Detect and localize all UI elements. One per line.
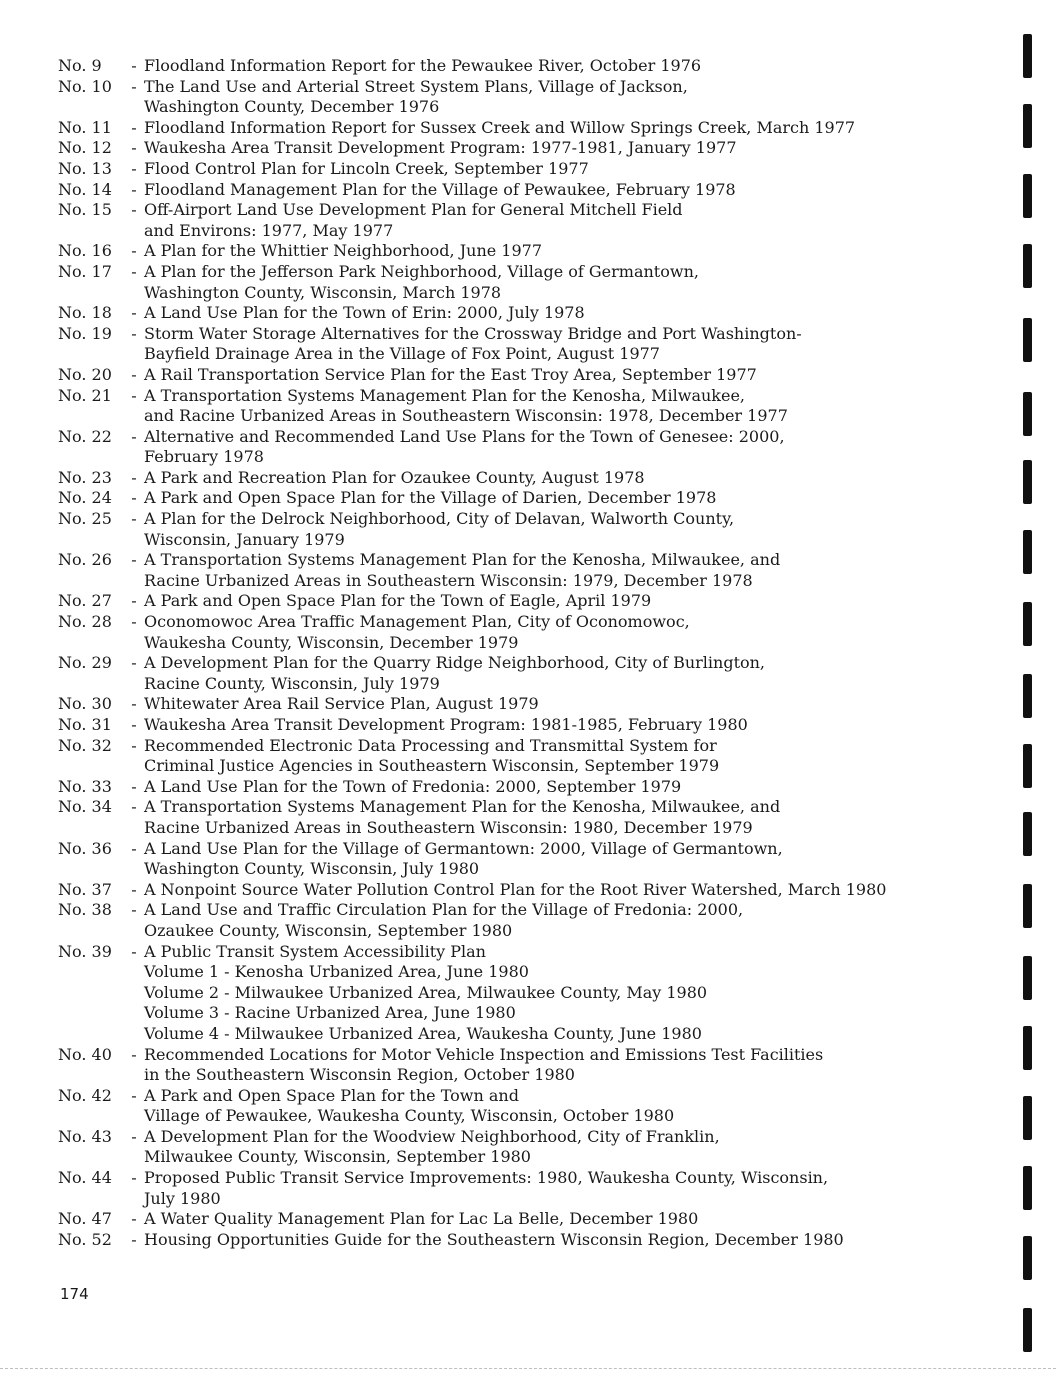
report-title <box>144 1045 918 1086</box>
separator-dash: - <box>131 797 137 817</box>
report-title-line: Waukesha County, Wisconsin, December 1979 <box>144 632 519 652</box>
report-title-line: Bayfield Drainage Area in the Village of Fox Point, August 1977 <box>144 344 660 364</box>
report-title <box>144 715 918 736</box>
separator-dash: - <box>131 200 137 220</box>
binding-mark <box>1023 1166 1032 1210</box>
list-item <box>58 488 918 509</box>
report-title-line: Ozaukee County, Wisconsin, September 1980 <box>144 920 513 940</box>
report-title-line: Waukesha Area Transit Development Program: 1977-1981, January 1977 <box>144 138 737 158</box>
list-item <box>58 880 918 901</box>
report-title-line: Whitewater Area Rail Service Plan, August 1979 <box>144 694 539 714</box>
report-title-line: A Plan for the Whittier Neighborhood, June 1977 <box>144 241 543 261</box>
separator-dash: - <box>131 261 137 281</box>
list-item <box>58 509 918 550</box>
separator-dash: - <box>131 612 137 632</box>
list-item <box>58 77 918 118</box>
list-item <box>58 427 918 468</box>
binding-mark <box>1023 174 1032 218</box>
report-title-line: Floodland Information Report for Sussex Creek and Willow Springs Creek, March 1977 <box>144 117 856 137</box>
report-title <box>144 118 918 139</box>
binding-mark <box>1023 34 1032 78</box>
list-item <box>58 262 918 303</box>
scan-edge-rule <box>0 1368 1056 1369</box>
report-title-line: Recommended Locations for Motor Vehicle Inspection and Emissions Test Facilities <box>144 1044 824 1064</box>
list-item <box>58 1086 918 1127</box>
list-item <box>58 736 918 777</box>
list-item <box>58 900 918 941</box>
report-number: No. 29 <box>58 653 112 673</box>
report-number: No. 32 <box>58 735 112 755</box>
report-title-line: Wisconsin, January 1979 <box>144 529 345 549</box>
report-number: No. 25 <box>58 509 112 529</box>
list-item <box>58 550 918 591</box>
separator-dash: - <box>131 488 137 508</box>
list-item <box>58 777 918 798</box>
report-title <box>144 303 918 324</box>
separator-dash: - <box>131 364 137 384</box>
list-item <box>58 241 918 262</box>
report-number: No. 47 <box>58 1209 112 1229</box>
list-item <box>58 839 918 880</box>
report-number: No. 27 <box>58 591 112 611</box>
report-title-line: A Park and Recreation Plan for Ozaukee County, August 1978 <box>144 467 645 487</box>
report-title-line: Volume 1 - Kenosha Urbanized Area, June 1980 <box>144 962 529 982</box>
report-title-line: Flood Control Plan for Lincoln Creek, September 1977 <box>144 158 589 178</box>
list-item <box>58 1209 918 1230</box>
separator-dash: - <box>131 303 137 323</box>
list-item <box>58 1045 918 1086</box>
report-title <box>144 653 918 694</box>
report-number: No. 22 <box>58 426 112 446</box>
separator-dash: - <box>131 1044 137 1064</box>
report-title-line: and Racine Urbanized Areas in Southeastern Wisconsin: 1978, December 1977 <box>144 406 788 426</box>
report-title <box>144 612 918 653</box>
separator-dash: - <box>131 241 137 261</box>
binding-mark <box>1023 1236 1032 1280</box>
report-title <box>144 797 918 838</box>
list-item <box>58 1127 918 1168</box>
report-title <box>144 386 918 427</box>
page-number: 174 <box>60 1285 89 1303</box>
separator-dash: - <box>131 591 137 611</box>
separator-dash: - <box>131 776 137 796</box>
separator-dash: - <box>131 426 137 446</box>
binding-mark <box>1023 530 1032 574</box>
report-number: No. 17 <box>58 261 112 281</box>
report-title-line: Alternative and Recommended Land Use Plans for the Town of Genesee: 2000, <box>144 426 785 446</box>
report-number: No. 36 <box>58 838 112 858</box>
binding-mark <box>1023 392 1032 436</box>
report-title <box>144 262 918 303</box>
separator-dash: - <box>131 1168 137 1188</box>
report-number: No. 39 <box>58 941 112 961</box>
report-title <box>144 159 918 180</box>
list-item <box>58 591 918 612</box>
report-title-line: Volume 3 - Racine Urbanized Area, June 1980 <box>144 1003 516 1023</box>
separator-dash: - <box>131 879 137 899</box>
report-title <box>144 1127 918 1168</box>
report-title-line: Racine Urbanized Areas in Southeastern Wisconsin: 1979, December 1978 <box>144 570 753 590</box>
report-title-line: Storm Water Storage Alternatives for the Crossway Bridge and Port Washington- <box>144 323 802 343</box>
report-title <box>144 468 918 489</box>
binding-mark <box>1023 1308 1032 1352</box>
separator-dash: - <box>131 467 137 487</box>
list-item <box>58 138 918 159</box>
list-item <box>58 694 918 715</box>
report-title <box>144 241 918 262</box>
report-title-line: A Rail Transportation Service Plan for the East Troy Area, September 1977 <box>144 364 757 384</box>
separator-dash: - <box>131 76 137 96</box>
report-number: No. 14 <box>58 179 112 199</box>
list-item <box>58 612 918 653</box>
report-title-line: Washington County, December 1976 <box>144 97 440 117</box>
report-title-line: Volume 2 - Milwaukee Urbanized Area, Milwaukee County, May 1980 <box>144 982 708 1002</box>
report-title-line: Off-Airport Land Use Development Plan for General Mitchell Field <box>144 200 683 220</box>
report-number: No. 19 <box>58 323 112 343</box>
binding-mark <box>1023 884 1032 928</box>
report-title-line: A Park and Open Space Plan for the Village of Darien, December 1978 <box>144 488 717 508</box>
report-title <box>144 900 918 941</box>
report-number: No. 44 <box>58 1168 112 1188</box>
binding-mark <box>1023 1096 1032 1140</box>
report-number: No. 21 <box>58 385 112 405</box>
list-item <box>58 303 918 324</box>
report-title <box>144 324 918 365</box>
binding-mark <box>1023 602 1032 646</box>
report-title-line: Racine Urbanized Areas in Southeastern Wisconsin: 1980, December 1979 <box>144 817 753 837</box>
binding-mark <box>1023 318 1032 362</box>
report-title-line: A Park and Open Space Plan for the Town and <box>144 1085 519 1105</box>
report-title-line: Proposed Public Transit Service Improvements: 1980, Waukesha County, Wisconsin, <box>144 1168 829 1188</box>
binding-mark <box>1023 244 1032 288</box>
report-number: No. 42 <box>58 1085 112 1105</box>
list-item <box>58 468 918 489</box>
list-item <box>58 180 918 201</box>
report-number: No. 38 <box>58 900 112 920</box>
report-title-line: A Plan for the Jefferson Park Neighborhood, Village of Germantown, <box>144 261 699 281</box>
report-number: No. 24 <box>58 488 112 508</box>
list-item <box>58 324 918 365</box>
report-title-line: Criminal Justice Agencies in Southeastern Wisconsin, September 1979 <box>144 756 720 776</box>
report-number: No. 52 <box>58 1229 112 1249</box>
list-item <box>58 386 918 427</box>
report-number: No. 18 <box>58 303 112 323</box>
separator-dash: - <box>131 323 137 343</box>
binding-mark <box>1023 460 1032 504</box>
report-title-line: Waukesha Area Transit Development Program: 1981-1985, February 1980 <box>144 715 748 734</box>
separator-dash: - <box>131 117 137 137</box>
list-item <box>58 797 918 838</box>
separator-dash: - <box>131 509 137 529</box>
report-title-line: in the Southeastern Wisconsin Region, October 1980 <box>144 1065 575 1085</box>
report-title <box>144 180 918 201</box>
report-title-line: Oconomowoc Area Traffic Management Plan, City of Oconomowoc, <box>144 612 690 632</box>
report-title-line: Milwaukee County, Wisconsin, September 1980 <box>144 1147 531 1167</box>
separator-dash: - <box>131 550 137 570</box>
report-title <box>144 694 918 715</box>
report-title-line: A Land Use Plan for the Town of Fredonia: 2000, September 1979 <box>144 776 682 796</box>
report-number: No. 16 <box>58 241 112 261</box>
report-title <box>144 1209 918 1230</box>
report-title <box>144 736 918 777</box>
report-number: No. 23 <box>58 467 112 487</box>
separator-dash: - <box>131 1126 137 1146</box>
report-title-line: A Transportation Systems Management Plan for the Kenosha, Milwaukee, and <box>144 550 781 570</box>
report-title <box>144 509 918 550</box>
report-title <box>144 488 918 509</box>
report-title-line: Village of Pewaukee, Waukesha County, Wisconsin, October 1980 <box>144 1106 675 1126</box>
separator-dash: - <box>131 694 137 714</box>
list-item <box>58 56 918 77</box>
report-title <box>144 138 918 159</box>
report-title <box>144 1086 918 1127</box>
report-number: No. 33 <box>58 776 112 796</box>
report-title-line: and Environs: 1977, May 1977 <box>144 220 394 240</box>
report-title-line: February 1978 <box>144 447 264 467</box>
report-title-line: A Development Plan for the Woodview Neighborhood, City of Franklin, <box>144 1126 720 1146</box>
report-title-line: A Land Use Plan for the Village of Germantown: 2000, Village of Germantown, <box>144 838 783 858</box>
report-number: No. 30 <box>58 694 112 714</box>
report-number: No. 34 <box>58 797 112 817</box>
separator-dash: - <box>131 56 137 75</box>
separator-dash: - <box>131 385 137 405</box>
report-title-line: A Nonpoint Source Water Pollution Control Plan for the Root River Watershed, March 1980 <box>144 879 887 899</box>
report-title-line: A Water Quality Management Plan for Lac La Belle, December 1980 <box>144 1209 699 1229</box>
report-title-line: Racine County, Wisconsin, July 1979 <box>144 673 440 693</box>
report-title-line: Floodland Management Plan for the Village of Pewaukee, February 1978 <box>144 179 736 199</box>
report-title <box>144 1168 918 1209</box>
list-item <box>58 715 918 736</box>
report-title-line: Floodland Information Report for the Pewaukee River, October 1976 <box>144 56 702 75</box>
report-title <box>144 777 918 798</box>
report-number: No. 31 <box>58 715 112 734</box>
report-title-line: Recommended Electronic Data Processing and Transmittal System for <box>144 735 717 755</box>
binding-mark <box>1023 674 1032 718</box>
report-title-line: A Transportation Systems Management Plan for the Kenosha, Milwaukee, and <box>144 797 781 817</box>
list-item <box>58 942 918 1045</box>
report-number: No. 10 <box>58 76 112 96</box>
binding-mark <box>1023 744 1032 788</box>
separator-dash: - <box>131 1209 137 1229</box>
list-item <box>58 1230 918 1251</box>
list-item <box>58 118 918 139</box>
separator-dash: - <box>131 1229 137 1249</box>
report-title-line: A Plan for the Delrock Neighborhood, City of Delavan, Walworth County, <box>144 509 735 529</box>
report-title-line: A Public Transit System Accessibility Plan <box>144 941 486 961</box>
report-number: No. 11 <box>58 117 112 137</box>
binding-mark <box>1023 812 1032 856</box>
list-item <box>58 159 918 180</box>
separator-dash: - <box>131 1085 137 1105</box>
list-item <box>58 1168 918 1209</box>
report-number: No. 15 <box>58 200 112 220</box>
separator-dash: - <box>131 715 137 734</box>
report-title-line: A Development Plan for the Quarry Ridge Neighborhood, City of Burlington, <box>144 653 766 673</box>
report-title-line: July 1980 <box>144 1188 221 1208</box>
report-title <box>144 942 918 1045</box>
binding-mark <box>1023 956 1032 1000</box>
report-number: No. 40 <box>58 1044 112 1064</box>
report-title-line: A Land Use Plan for the Town of Erin: 2000, July 1978 <box>144 303 585 323</box>
report-title-line: A Land Use and Traffic Circulation Plan for the Village of Fredonia: 2000, <box>144 900 744 920</box>
report-number: No. 9 <box>58 56 102 75</box>
report-title-line: Washington County, Wisconsin, July 1980 <box>144 859 480 879</box>
separator-dash: - <box>131 158 137 178</box>
separator-dash: - <box>131 900 137 920</box>
binding-mark <box>1023 1026 1032 1070</box>
list-item <box>58 200 918 241</box>
report-title-line: Housing Opportunities Guide for the Southeastern Wisconsin Region, December 1980 <box>144 1229 844 1249</box>
report-number: No. 13 <box>58 158 112 178</box>
separator-dash: - <box>131 138 137 158</box>
report-title-line: Volume 4 - Milwaukee Urbanized Area, Waukesha County, June 1980 <box>144 1023 702 1043</box>
report-title <box>144 200 918 241</box>
report-number: No. 43 <box>58 1126 112 1146</box>
list-item <box>58 653 918 694</box>
report-title <box>144 880 918 901</box>
report-number: No. 20 <box>58 364 112 384</box>
report-title-line: The Land Use and Arterial Street System Plans, Village of Jackson, <box>144 76 688 96</box>
separator-dash: - <box>131 838 137 858</box>
report-list <box>58 56 918 1250</box>
report-title <box>144 56 918 77</box>
report-title <box>144 839 918 880</box>
report-title <box>144 1230 918 1251</box>
report-title <box>144 77 918 118</box>
report-title-line: A Park and Open Space Plan for the Town of Eagle, April 1979 <box>144 591 652 611</box>
report-title <box>144 591 918 612</box>
report-number: No. 28 <box>58 612 112 632</box>
report-number: No. 26 <box>58 550 112 570</box>
separator-dash: - <box>131 179 137 199</box>
report-number: No. 37 <box>58 879 112 899</box>
report-title-line: A Transportation Systems Management Plan for the Kenosha, Milwaukee, <box>144 385 746 405</box>
separator-dash: - <box>131 941 137 961</box>
report-title <box>144 550 918 591</box>
report-title-line: Washington County, Wisconsin, March 1978 <box>144 282 502 302</box>
binding-mark <box>1023 104 1032 148</box>
list-item <box>58 365 918 386</box>
report-title <box>144 427 918 468</box>
report-title <box>144 365 918 386</box>
separator-dash: - <box>131 735 137 755</box>
separator-dash: - <box>131 653 137 673</box>
report-number: No. 12 <box>58 138 112 158</box>
